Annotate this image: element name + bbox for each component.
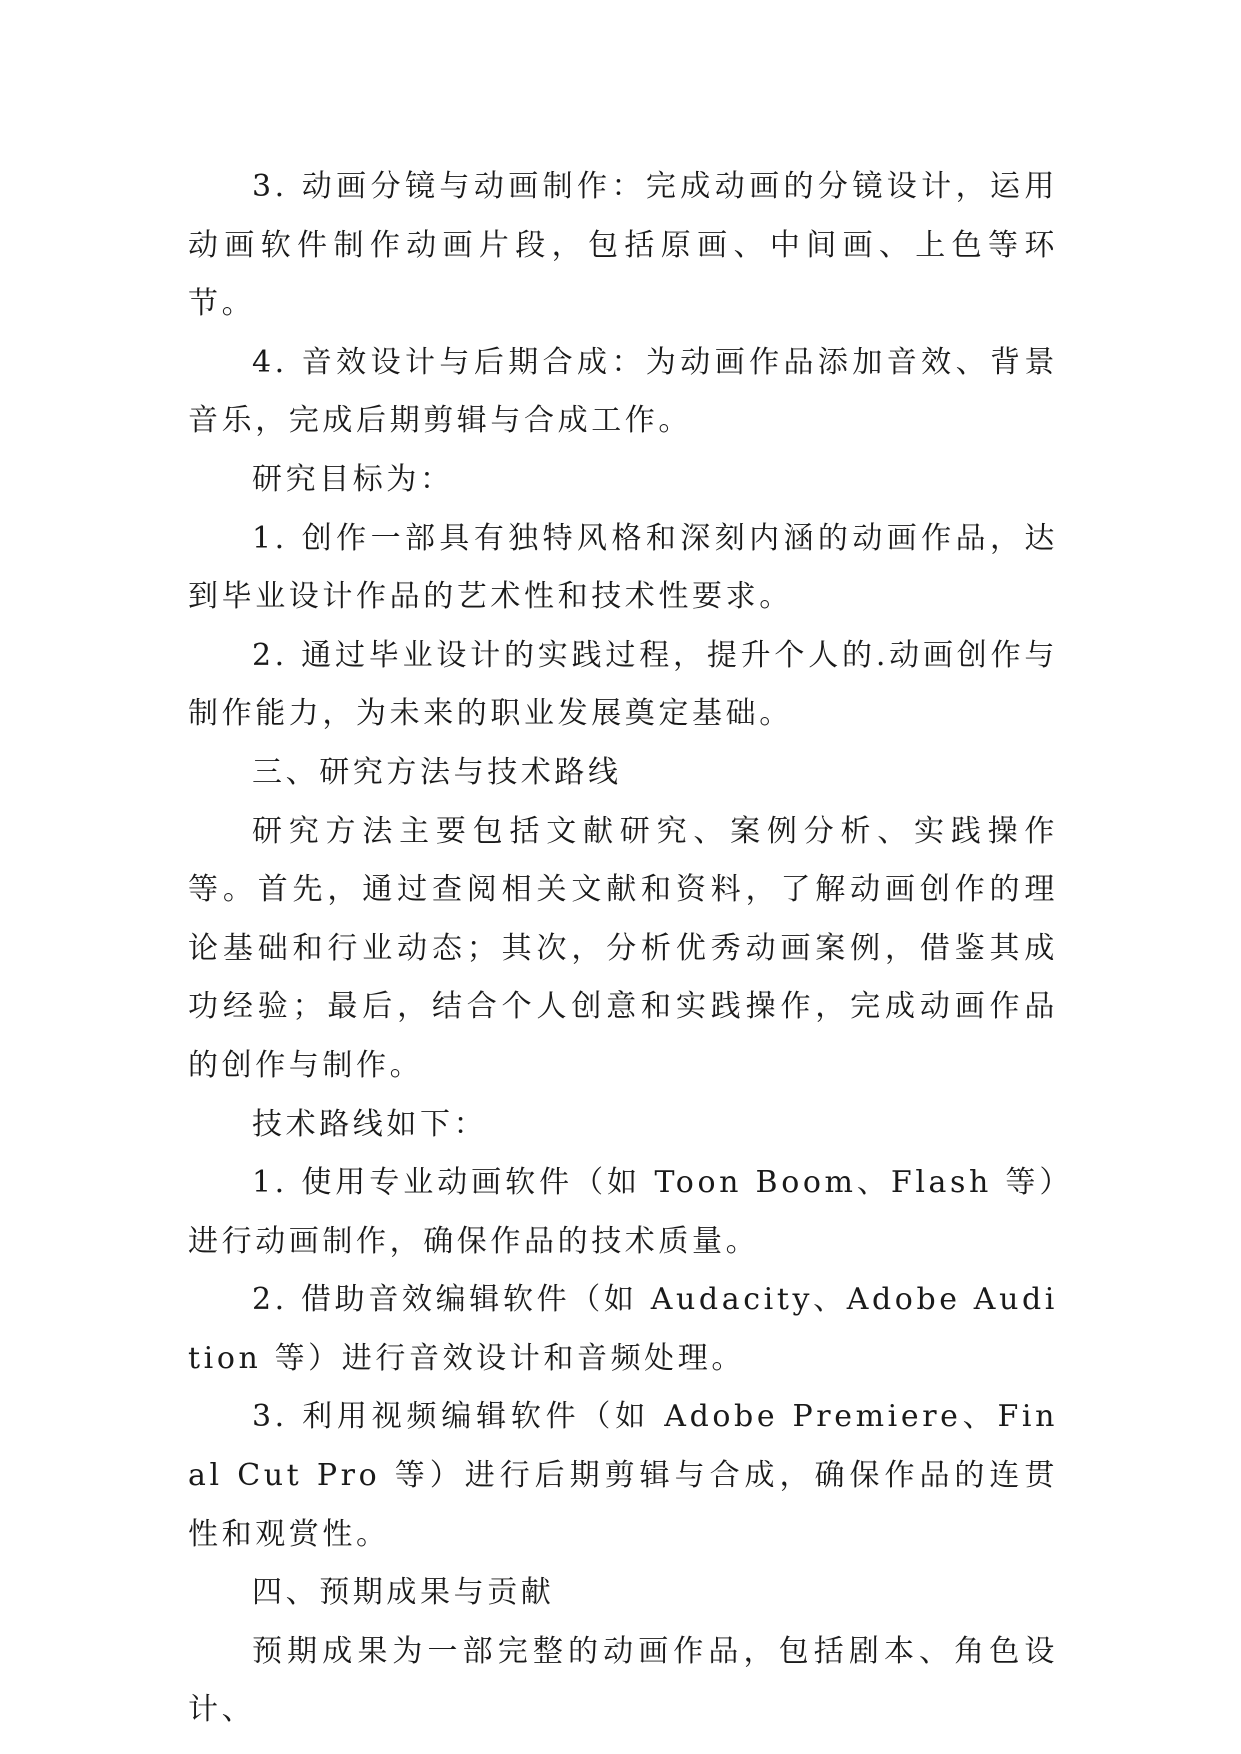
paragraph-sound-postproduction: 4. 音效设计与后期合成：为动画作品添加音效、背景音乐，完成后期剪辑与合成工作。 xyxy=(188,344,1058,439)
section-heading-outcomes: 四、预期成果与贡献 xyxy=(252,1575,555,1611)
paragraph-research-goals-intro: 研究目标为： xyxy=(252,461,454,497)
paragraph-research-methods: 研究方法主要包括文献研究、案例分析、实践操作等。首先，通过查阅相关文献和资料，了解动画创作的理论基础和行业动态；其次，分析优秀动画案例，借鉴其成功经验；最后，结合个人创意和实践操作，完成动画作品的创作与制作。 xyxy=(188,813,1058,1083)
document-body xyxy=(188,158,1058,1740)
paragraph-goal-1: 1. 创作一部具有独特风格和深刻内涵的动画作品，达到毕业设计作品的艺术性和技术性要求。 xyxy=(188,520,1058,615)
paragraph-goal-2: 2. 通过毕业设计的实践过程，提升个人的.动画创作与制作能力，为未来的职业发展奠定基础。 xyxy=(188,637,1058,732)
paragraph-storyboard-production: 3. 动画分镜与动画制作：完成动画的分镜设计，运用动画软件制作动画片段，包括原画、中间画、上色等环节。 xyxy=(188,169,1058,322)
paragraph-expected-outcomes: 预期成果为一部完整的动画作品，包括剧本、角色设计、 xyxy=(188,1633,1058,1728)
paragraph-tech-route-intro: 技术路线如下： xyxy=(252,1106,488,1142)
paragraph-tech-route-1: 1. 使用专业动画软件（如 Toon Boom、Flash 等）进行动画制作，确保作品的技术质量。 xyxy=(188,1165,1058,1259)
section-heading-methods: 三、研究方法与技术路线 xyxy=(252,754,622,790)
paragraph-tech-route-2: 2. 借助音效编辑软件（如 Audacity、Adobe Audition 等）进行音效设计和音频处理。 xyxy=(188,1282,1058,1376)
paragraph-tech-route-3: 3. 利用视频编辑软件（如 Adobe Premiere、Final Cut Pro 等）进行后期剪辑与合成，确保作品的连贯性和观赏性。 xyxy=(188,1399,1058,1552)
